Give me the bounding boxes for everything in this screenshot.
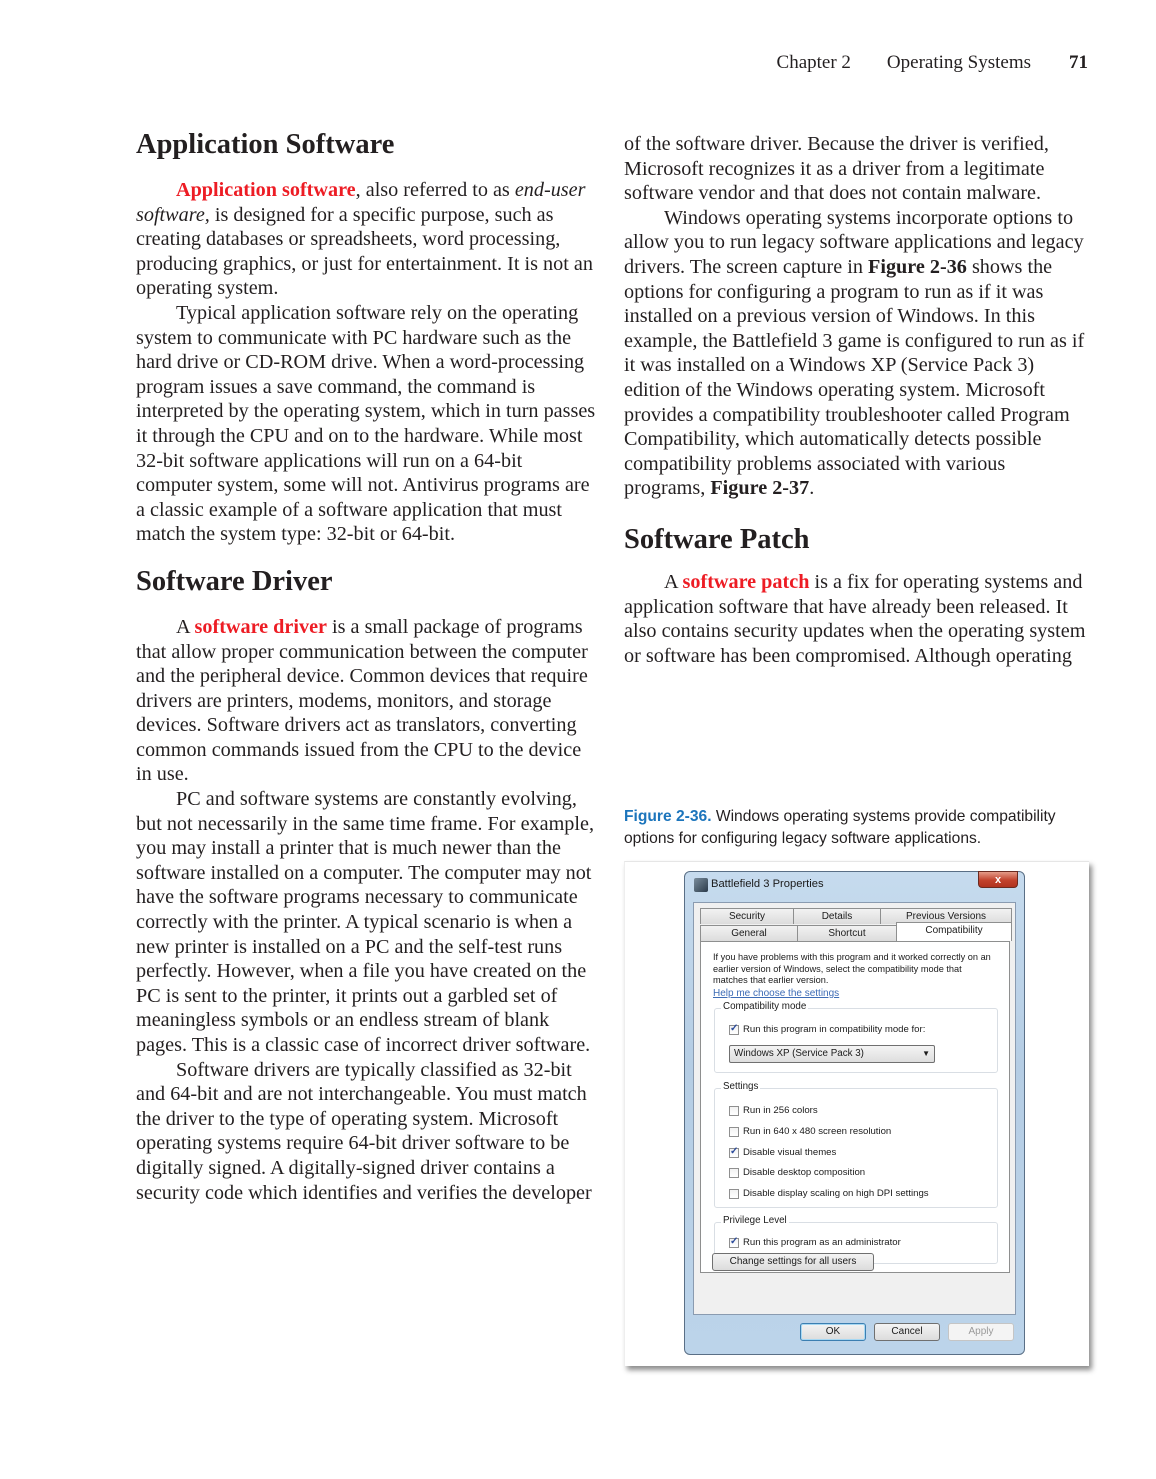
close-button[interactable]: x — [978, 871, 1018, 888]
paragraph-software-driver — [136, 615, 598, 787]
properties-dialog — [684, 871, 1025, 1355]
left-column — [136, 128, 598, 1205]
group-label: Privilege Level — [723, 1215, 787, 1226]
tab-shortcut[interactable]: Shortcut — [797, 925, 897, 941]
paragraph-windows-legacy — [624, 206, 1086, 501]
figure-reference: Figure 2-37 — [710, 477, 810, 500]
caption-text: Windows operating systems provide compatibility options for configuring legacy software applications. — [624, 808, 1056, 847]
tab-security[interactable]: Security — [700, 908, 794, 924]
setting-checkbox-row[interactable] — [729, 1167, 865, 1178]
setting-checkbox-row[interactable] — [729, 1188, 929, 1199]
checkbox-icon[interactable] — [729, 1106, 739, 1116]
checkbox-icon[interactable] — [729, 1127, 739, 1137]
paragraph-pc-systems: PC and software systems are constantly evolving, but not necessarily in the same time frame. For example, you may install a printer that is much newer than the software installed on a computer. The computer may not have the software programs necessary to communicate correctly with the printer. A typical scenario is when a new printer is installed on a PC and the self-test runs perfectly. However, when a file you have created on the PC is sent to the printer, it prints out a garbled set of meaningless symbols or an endless stream of blank pages. This is a classic case of incorrect driver software. — [136, 788, 595, 1056]
checkbox-label: Run this program as an administrator — [743, 1237, 901, 1248]
checkbox-icon[interactable] — [729, 1168, 739, 1178]
settings-group — [714, 1081, 998, 1208]
paragraph-software-patch — [624, 570, 1086, 668]
checkbox-label: Run this program in compatibility mode for: — [743, 1024, 926, 1035]
checkbox-checked-icon[interactable] — [729, 1148, 739, 1158]
paragraph-application-software — [136, 178, 598, 301]
tab-general[interactable]: General — [700, 925, 798, 941]
checkbox-checked-icon[interactable] — [729, 1238, 739, 1248]
paragraph-driver-classification: Software drivers are typically classified as 32-bit and 64-bit and are not interchangeable. You must match the driver to the type of operating system. Microsoft operating systems require 64-bit driver software to be digitally signed. A digitally-signed driver contains a security code which identifies and verifies the developer — [136, 1058, 592, 1204]
group-label: Compatibility mode — [723, 1001, 807, 1012]
compatibility-panel — [700, 941, 1010, 1273]
right-column — [624, 132, 1086, 668]
text-run: is a fix for operating systems and application software that have already been released. It also contains security updates when the operating system or software has been compromised. Although operating — [624, 570, 1086, 667]
dropdown-arrow-icon[interactable]: ▼ — [922, 1049, 930, 1058]
checkbox-label: Run in 640 x 480 screen resolution — [743, 1126, 892, 1137]
change-settings-all-users-button[interactable]: Change settings for all users — [712, 1253, 874, 1271]
dialog-body — [693, 902, 1016, 1315]
text-run: shows the options for configuring a program to run as if it was installed on a previous version of Windows. In this example, the Battlefield 3 game is configured to run as if it was installed on a Windows XP (Service Pack 3) edition of the Windows operating system. Microsoft provides a compatibility troubleshooter called Program Compatibility, which automatically detects possible compatibility problems associated with various programs, — [624, 255, 1085, 500]
checkbox-label: Run in 256 colors — [743, 1105, 818, 1116]
compat-mode-select[interactable] — [729, 1045, 935, 1063]
chapter-label: Chapter 2 — [776, 52, 851, 73]
ok-button[interactable]: OK — [800, 1323, 866, 1341]
key-term: software driver — [194, 615, 327, 638]
checkbox-checked-icon[interactable] — [729, 1025, 739, 1035]
apply-button[interactable]: Apply — [948, 1323, 1014, 1341]
checkbox-icon[interactable] — [729, 1189, 739, 1199]
cancel-button[interactable]: Cancel — [874, 1323, 940, 1341]
heading-software-driver: Software Driver — [136, 565, 333, 597]
paragraph-driver-continued: of the software driver. Because the driver is verified, Microsoft recognizes it as a driver from a legitimate software vendor and that does not contain malware. — [624, 133, 1049, 205]
heading-software-patch: Software Patch — [624, 523, 810, 555]
figure-label: Figure 2-36. — [624, 808, 712, 825]
italic-term: end-user software, — [136, 179, 586, 226]
compat-mode-checkbox-row[interactable] — [729, 1024, 925, 1035]
checkbox-label: Disable visual themes — [743, 1147, 837, 1158]
tab-compatibility[interactable]: Compatibility — [896, 922, 1012, 941]
text-run: is designed for a specific purpose, such as creating databases or spreadsheets, word processing, producing graphics, or just for entertainment. It is not an operating system. — [136, 203, 593, 300]
page-number: 71 — [1069, 52, 1088, 73]
section-title: Operating Systems — [886, 52, 1031, 73]
admin-checkbox-row[interactable] — [729, 1237, 901, 1248]
text-run: , also referred to as — [355, 179, 515, 201]
tab-previous-versions[interactable]: Previous Versions — [880, 908, 1012, 924]
checkbox-label: Disable desktop composition — [743, 1167, 866, 1178]
setting-checkbox-row[interactable] — [729, 1147, 836, 1158]
compatibility-mode-group — [714, 1001, 998, 1073]
text-run: . — [809, 477, 815, 500]
text-run: Windows operating systems incorporate options to allow you to run legacy software applications and legacy drivers. The screen capture in — [624, 206, 1084, 278]
text-run: A — [664, 570, 683, 593]
tab-details[interactable]: Details — [793, 908, 881, 924]
checkbox-label: Disable display scaling on high DPI settings — [743, 1188, 929, 1199]
game-app-icon — [694, 878, 708, 892]
heading-application-software: Application Software — [136, 129, 395, 160]
key-term: Application software — [176, 179, 356, 201]
running-head — [777, 52, 1088, 74]
key-term: software patch — [682, 570, 810, 593]
help-link[interactable]: Help me choose the settings — [713, 988, 840, 999]
figure-caption — [624, 806, 1094, 850]
dialog-title: Battlefield 3 Properties — [711, 878, 824, 890]
setting-checkbox-row[interactable] — [729, 1105, 818, 1116]
select-value: Windows XP (Service Pack 3) — [734, 1048, 864, 1059]
text-run: A — [176, 615, 195, 638]
setting-checkbox-row[interactable] — [729, 1126, 891, 1137]
paragraph-typical-application: Typical application software rely on the operating system to communicate with PC hardware such as the hard drive or CD-ROM drive. When a word-processing program issues a save command, the command is interpreted by the operating system, which in turn passes it through the CPU and on to the hardware. While most 32-bit software applications will run on a 64-bit computer system, some will not. Antivirus programs are a classic example of a software application that must match the system type: 32-bit or 64-bit. — [136, 301, 596, 546]
group-label: Settings — [723, 1081, 759, 1092]
intro-text: If you have problems with this program and it worked correctly on an earlier version of Windows, select the compatibility mode that matches that earlier version. — [713, 952, 991, 986]
figure-reference: Figure 2-36 — [868, 255, 967, 278]
tab-row-2 — [700, 925, 1011, 941]
text-run: is a small package of programs that allow proper communication between the computer and the peripheral device. Common devices that require drivers are printers, modems, monitors, and storage devices. Software drivers act as translators, converting common commands issued from the CPU to the device in use. — [136, 615, 588, 786]
